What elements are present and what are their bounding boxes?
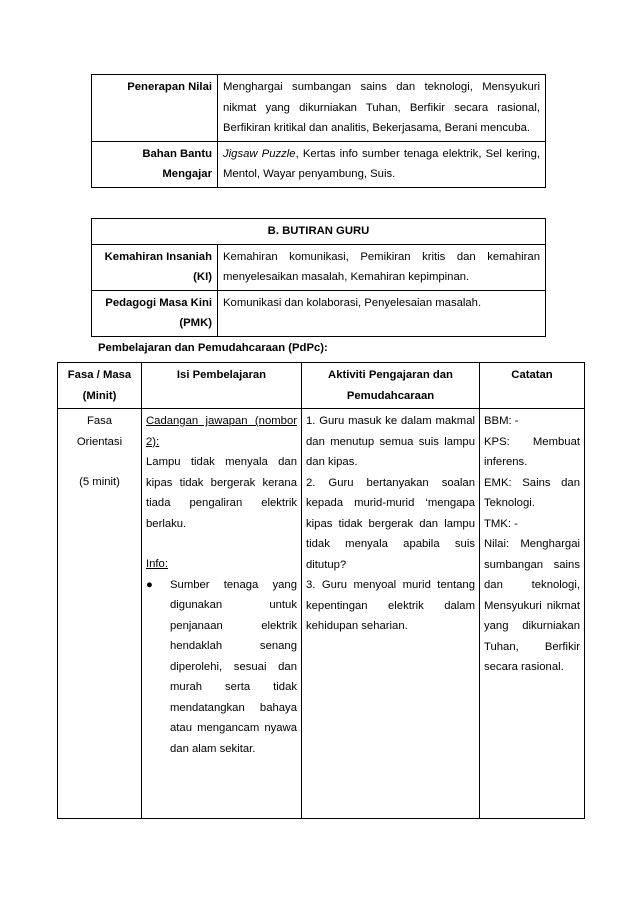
bahan-rest: , Kertas info sumber tenaga elektrik, Sel kering, Mentol, Wayar penyambung, Suis. — [223, 147, 540, 180]
info-heading: Info: — [146, 558, 168, 570]
pdpc-title: Pembelajaran dan Pemudahcaraan (PdPc): — [98, 342, 328, 354]
pmk-label: Pedagogi Masa Kini (PMK) — [92, 290, 218, 336]
pdpc-row-orientasi — [58, 409, 585, 819]
aktiviti-cell — [302, 409, 480, 819]
aktiviti-1: 1. Guru masuk ke dalam makmal dan menutup semua suis lampu dan kipas. — [306, 415, 475, 468]
header-aktiviti: Aktiviti Pengajaran dan Pemudahcaraan — [302, 363, 480, 409]
bahan-label: Bahan Bantu Mengajar — [92, 141, 218, 187]
header-catatan: Catatan — [480, 363, 585, 409]
pdpc-table — [57, 362, 585, 819]
catatan-kps: KPS: Membuat inferens. — [484, 435, 580, 468]
butiran-guru-table — [91, 218, 546, 337]
isi-answer: Lampu tidak menyala dan kipas tidak bergerak kerana tiada pengaliran elektrik berlaku. — [146, 456, 297, 530]
nilai-text: Menghargai sumbangan sains dan teknologi, Mensyukuri nikmat yang dikurniakan Tuhan, Berfikir secara rasional, Berfikiran kritikal dan analitis, Bekerjasama, Berani mencuba. — [218, 75, 546, 142]
fasa-cell: Fasa Orientasi (5 minit) — [58, 409, 142, 819]
nilai-row — [92, 75, 546, 142]
isi-heading: Cadangan jawapan (nombor 2): — [146, 415, 297, 448]
bahan-row — [92, 141, 546, 187]
pmk-row — [92, 290, 546, 336]
bahan-italic: Jigsaw Puzzle — [223, 147, 296, 160]
bahan-text — [218, 141, 546, 187]
ki-label: Kemahiran Insaniah (KI) — [92, 244, 218, 290]
info-bullet: ● Sumber tenaga yang digunakan untuk penjanaan elektrik hendaklah senang diperolehi, sesuai dan murah serta tidak mendatangkan bahaya atau mengancam nyawa dan alam sekitar. — [146, 575, 297, 760]
header-isi: Isi Pembelajaran — [142, 363, 302, 409]
aktiviti-2: 2. Guru bertanyakan soalan kepada murid-murid ‘mengapa kipas tidak bergerak dan lampu tidak menyala apabila suis ditutup? — [306, 476, 475, 571]
butiran-header-row — [92, 219, 546, 245]
butiran-title: B. BUTIRAN GURU — [92, 219, 546, 245]
catatan-cell — [480, 409, 585, 819]
aktiviti-3: 3. Guru menyoal murid tentang kepentingan elektrik dalam kehidupan seharian. — [306, 579, 475, 632]
catatan-tmk: TMK: - — [484, 517, 518, 530]
pmk-text: Komunikasi dan kolaborasi, Penyelesaian masalah. — [218, 290, 546, 336]
nilai-bahan-table — [91, 74, 546, 188]
nilai-label: Penerapan Nilai — [92, 75, 218, 142]
bullet-icon: ● — [146, 578, 153, 591]
catatan-nilai: Nilai: Menghargai sumbangan sains dan teknologi, Mensyukuri nikmat yang dikurniakan Tuhan, Berfikir secara rasional. — [484, 538, 580, 673]
ki-row — [92, 244, 546, 290]
header-fasa: Fasa / Masa (Minit) — [58, 363, 142, 409]
catatan-emk: EMK: Sains dan Teknologi. — [484, 476, 580, 509]
isi-cell — [142, 409, 302, 819]
catatan-bbm: BBM: - — [484, 415, 519, 427]
ki-text: Kemahiran komunikasi, Pemikiran kritis dan kemahiran menyelesaikan masalah, Kemahiran kepimpinan. — [218, 244, 546, 290]
pdpc-header-row — [58, 363, 585, 409]
